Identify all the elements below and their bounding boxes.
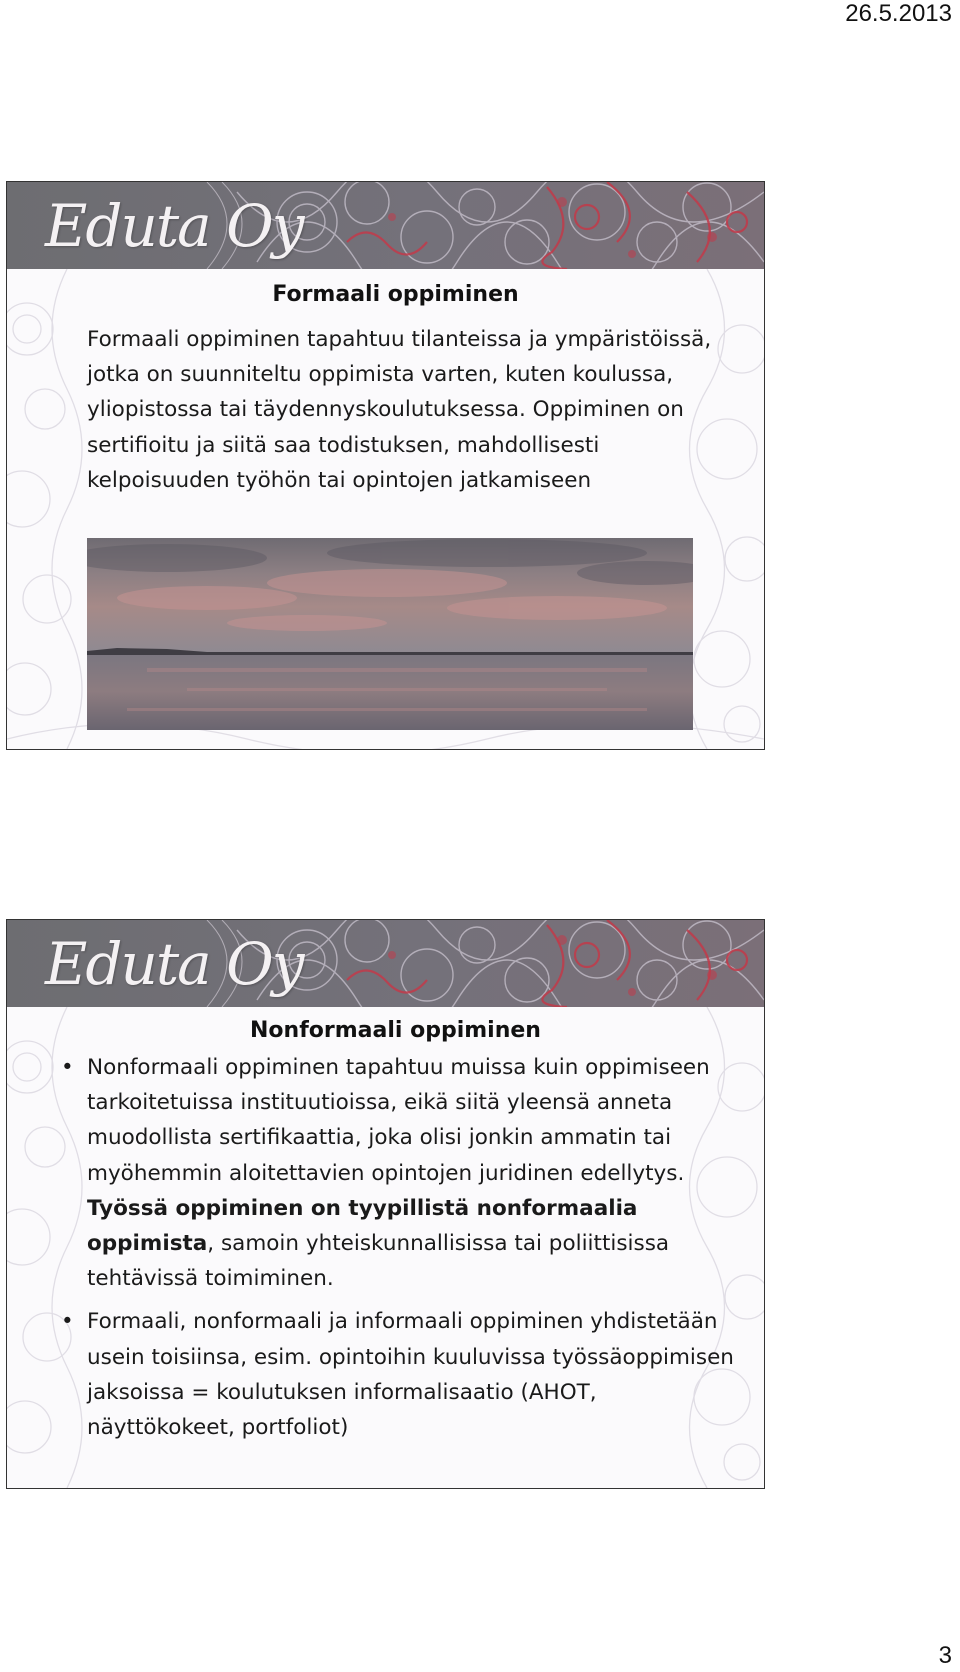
slide-paragraph: Formaali oppiminen tapahtuu tilanteissa ja ympäristöissä, jotka on suunniteltu oppimista varten, kuten koulussa, yliopistossa tai täydennyskoulutuksessa. Oppiminen on sertifioitu ja siitä saa todistuksen, mahdollisesti kelpoisuuden työhön tai opintojen jatkamiseen [87,327,712,493]
list-item [61,1304,737,1445]
slide-body [7,269,764,749]
bullet-text: Formaali, nonformaali ja informaali oppiminen yhdistetään usein toisiinsa, esim. opintoihin kuuluvissa työssäoppimisen jaksoissa = koulutuksen informalisaatio (AHOT, näyttökokeet, portfoliot) [87,1309,734,1441]
slide-formaali [6,181,765,750]
bullet-text: Nonformaali oppiminen tapahtuu muissa kuin oppimiseen tarkoitetuissa instituutioissa, eikä siitä yleensä anneta muodollista sertifikaattia, joka olisi jonkin ammatin tai myöhemmin aloitettavien opintojen juridinen edellytys. [87,1055,710,1186]
slide-nonformaali [6,919,765,1489]
slide-body [7,1007,764,1488]
sunset-lake-photo [87,538,693,730]
list-item [61,1050,737,1296]
eduta-logo: Eduta Oy [45,930,303,998]
slide-header [7,182,764,269]
slide-title: Nonformaali oppiminen [250,1018,541,1043]
page-number: 3 [938,1642,952,1669]
bullet-marker: • [61,1309,74,1335]
eduta-logo: Eduta Oy [45,192,303,260]
page-date: 26.5.2013 [845,0,952,27]
bullet-marker: • [61,1055,74,1080]
slide-header [7,920,764,1007]
slide-title: Formaali oppiminen [272,282,519,307]
bullet-list [61,1050,737,1453]
bullet-text-bold: Työssä oppiminen on tyypillistä nonformaalia oppimista [87,1195,638,1257]
bullet-text: , samoin yhteiskunnallisissa tai poliittisissa tehtävissä toimiminen. [87,1231,670,1292]
